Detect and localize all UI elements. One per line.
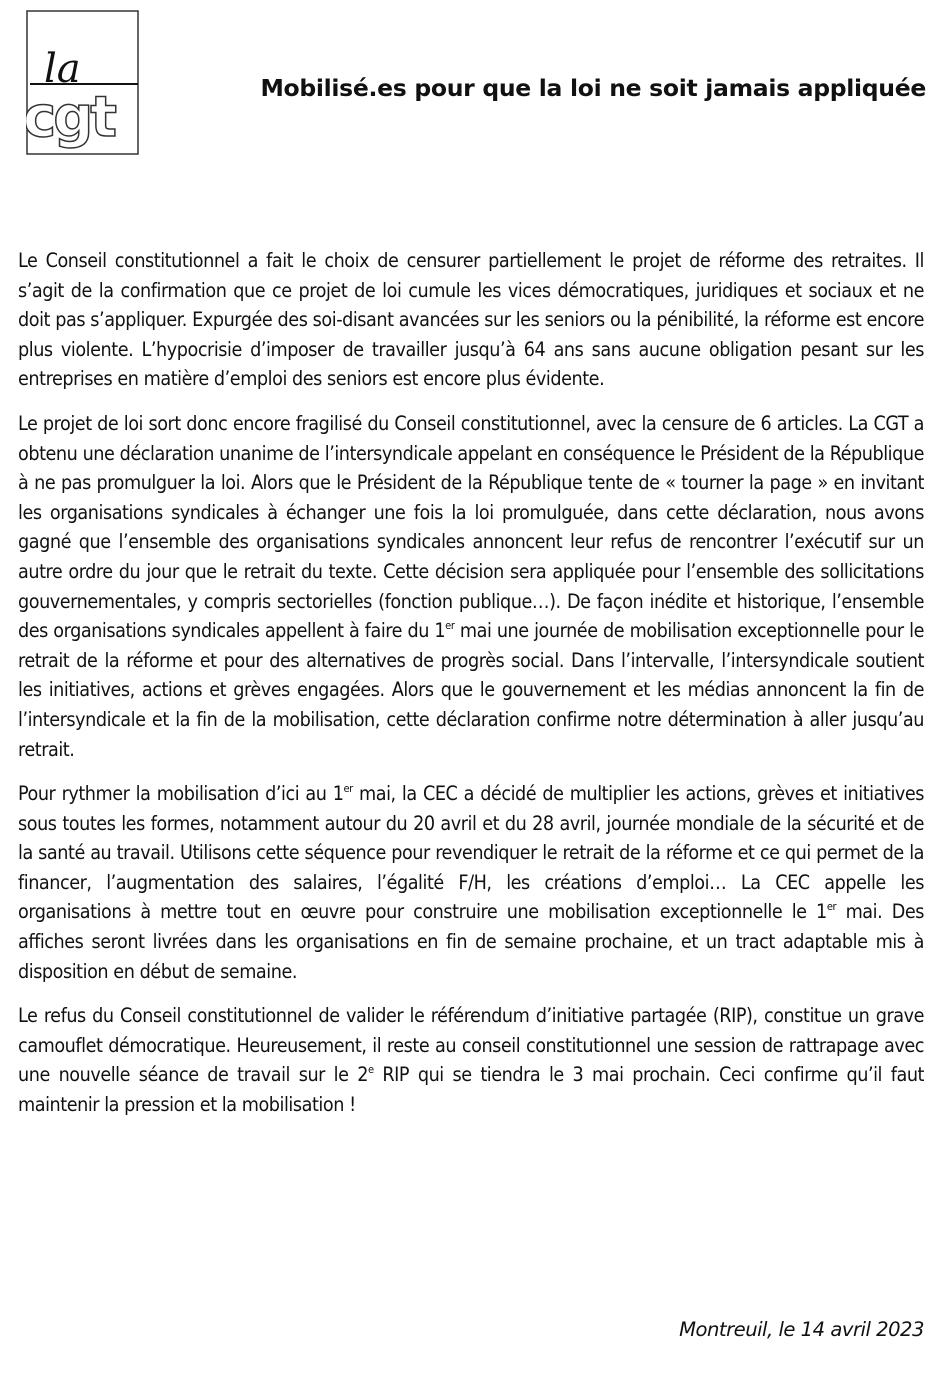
logo-block-text: cgt <box>26 85 115 150</box>
document-title: Mobilisé.es pour que la loi ne soit jamais appliquée <box>260 73 926 102</box>
ordinal-suffix: e <box>368 1063 374 1077</box>
paragraph-text: Pour rythmer la mobilisation d’ici au 1 <box>18 782 344 806</box>
place-and-date: Montreuil, le 14 avril 2023 <box>679 1318 924 1341</box>
paragraph-text: Le projet de loi sort donc encore fragilisé du Conseil constitutionnel, avec la censure de 6 articles. La CGT a obtenu une déclaration unanime de l’intersyndicale appelant en conséquence le Président de la République à ne pas promulguer la loi. Alors que le Président de la République tente de « tourner la page » en invitant les organisations syndicales à échanger une fois la loi promulguée, dans cette déclaration, nous avons gagné que l’ensemble des organisations syndicales annoncent leur refus de rencontrer l’exécutif sur un autre ordre du jour que le retrait du texte. Cette décision sera appliquée pour l’ensemble des sollicitations gouvernementales, y compris sectorielles (fonction publique…). De façon inédite et historique, l’ensemble des organisations syndicales appellent à faire du 1 <box>18 411 924 643</box>
paragraph-4 <box>18 1001 924 1119</box>
paragraph-3 <box>18 779 924 986</box>
cgt-logo <box>26 10 139 155</box>
paragraph-2 <box>18 409 924 764</box>
paragraph-text: mai. Des affiches seront livrées dans les organisations en fin de semaine prochaine, et un tract adaptable mis à disposition en début de semaine. <box>18 900 924 983</box>
paragraph-text: Le Conseil constitutionnel a fait le choix de censurer partiellement le projet de réforme des retraites. Il s’agit de la confirmation que ce projet de loi cumule les vices démocratiques, juridiques et sociaux et ne doit pas s’appliquer. Expurgée des soi-disant avancées sur les seniors ou la pénibilité, la réforme est encore plus violente. L’hypocrisie d’imposer de travailler jusqu’à 64 ans sans aucune obligation pesant sur les entreprises en matière d’emploi des seniors est encore plus évidente. <box>18 249 924 391</box>
paragraph-1 <box>18 246 924 394</box>
logo-script-text: la <box>44 46 81 92</box>
paragraph-text: mai une journée de mobilisation exceptionnelle pour le retrait de la réforme et pour des alternatives de progrès social. Dans l’intervalle, l’intersyndicale soutient les initiatives, actions et grèves engagées. Alors que le gouvernement et les médias annoncent la fin de l’intersyndicale et la fin de la mobilisation, cette déclaration confirme notre détermination à aller jusqu’au retrait. <box>18 619 924 761</box>
ordinal-suffix: er <box>826 900 837 914</box>
paragraph-text: mai, la CEC a décidé de multiplier les actions, grèves et initiatives sous toutes les formes, notamment autour du 20 avril et du 28 avril, journée mondiale de la sécurité et de la santé au travail. Utilisons cette séquence pour revendiquer le retrait de la réforme et ce qui permet de la financer, l’augmentation des salaires, l’égalité F/H, les créations d’emploi… La CEC appelle les organisations à mettre tout en œuvre pour construire une mobilisation exceptionnelle le 1 <box>18 782 924 924</box>
document-body <box>18 246 924 1135</box>
paragraph-text: RIP qui se tiendra le 3 mai prochain. Ceci confirme qu’il faut maintenir la pression et la mobilisation ! <box>18 1063 924 1117</box>
paragraph-text: Le refus du Conseil constitutionnel de valider le référendum d’initiative partagée (RIP), constitue un grave camouflet démocratique. Heureusement, il reste au conseil constitutionnel une session de rattrapage avec une nouvelle séance de travail sur le 2 <box>18 1004 924 1087</box>
ordinal-suffix: er <box>343 782 353 796</box>
ordinal-suffix: er <box>445 619 455 633</box>
